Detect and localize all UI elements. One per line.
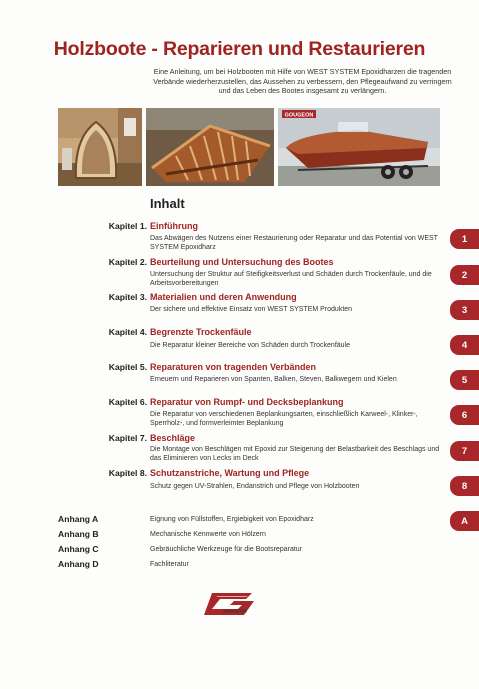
appendix-description: Gebräuchliche Werkzeuge für die Bootsreparatur (150, 546, 303, 553)
appendix-label: Anhang C (58, 544, 99, 554)
intro-text: Eine Anleitung, um bei Holzbooten mit Hilfe von WEST SYSTEM Epoxidharzen die tragenden Verbände wiederherzustellen, das Aussehen zu verbessern, den Pflegeaufwand zu verringern und das Leben des Bootes insgesamt zu verlängern. (153, 67, 452, 96)
chapter-description: Die Reparatur von verschiedenen Beplankungsarten, einschließlich Karweel-, Klinker-, Sperrholz-, und formverleimter Beplankung (150, 411, 418, 428)
chapter-tab[interactable]: 5 (450, 370, 479, 390)
photo-hull-workshop (58, 108, 142, 186)
chapter-tab[interactable]: 6 (450, 405, 479, 425)
chapter-tab[interactable]: 2 (450, 265, 479, 285)
chapter-label: Kapitel 8. (108, 468, 147, 478)
appendix-description: Mechanische Kennwerte von Hölzern (150, 531, 266, 538)
appendix-label: Anhang B (58, 529, 99, 539)
chapter-label: Kapitel 6. (108, 397, 147, 407)
toc-heading: Inhalt (150, 196, 185, 211)
chapter-heading: Reparaturen von tragenden Verbänden (150, 362, 317, 372)
chapter-heading: Schutzanstriche, Wartung und Pflege (150, 468, 310, 478)
chapter-heading: Materialien und deren Anwendung (150, 292, 297, 302)
appendix-label: Anhang A (58, 514, 99, 524)
chapter-description: Schutz gegen UV-Strahlen, Endanstrich und Pflege von Holzbooten (150, 483, 360, 490)
chapter-description: Die Montage von Beschlägen mit Epoxid zur Steigerung der Belastbarkeit des Beschlags und das Eliminieren von Lecks im Deck (150, 446, 440, 463)
chapter-description: Der sichere und effektive Einsatz von WEST SYSTEM Produkten (150, 306, 353, 313)
appendix-tab[interactable]: A (450, 511, 479, 531)
chapter-label: Kapitel 4. (108, 327, 147, 337)
chapter-tab[interactable]: 7 (450, 441, 479, 461)
chapter-label: Kapitel 1. (108, 221, 147, 231)
chapter-description: Das Abwägen des Nutzens einer Restaurierung oder Reparatur und das Potential von WEST SYSTEM Epoxidharz (150, 235, 438, 252)
appendix-label: Anhang D (58, 559, 99, 569)
chapter-label: Kapitel 5. (108, 362, 147, 372)
logo-text: GOUGEON (223, 608, 247, 614)
chapter-heading: Beurteilung und Untersuchung des Bootes (150, 257, 334, 267)
appendix-description: Fachliteratur (150, 561, 189, 568)
chapter-description: Erneuern und Reparieren von Spanten, Balken, Steven, Balkwegern und Kielen (150, 376, 397, 383)
chapter-description: Die Reparatur kleiner Bereiche von Schäden durch Trockenfäule (150, 342, 351, 349)
chapter-tab[interactable]: 3 (450, 300, 479, 320)
chapter-description: Untersuchung der Struktur auf Steifigkeitsverlust und Schäden durch Trockenfäule, und die Arbeitsvorbereitungen (150, 271, 432, 288)
page-title: Holzboote - Reparieren und Restaurieren (53, 38, 426, 60)
chapter-tab[interactable]: 8 (450, 476, 479, 496)
chapter-tab[interactable]: 1 (450, 229, 479, 249)
photo-boat-frames (146, 108, 274, 186)
gougeon-logo (202, 587, 262, 619)
photo-restored-boat-trailer (278, 108, 440, 186)
chapter-heading: Reparatur von Rumpf- und Decksbeplankung (150, 397, 344, 407)
chapter-heading: Beschläge (150, 433, 196, 443)
chapter-label: Kapitel 3. (108, 292, 147, 302)
photo-brand-text: GOUGEON (284, 112, 314, 119)
chapter-tab[interactable]: 4 (450, 335, 479, 355)
chapter-heading: Begrenzte Trockenfäule (150, 327, 252, 337)
chapter-label: Kapitel 2. (108, 257, 147, 267)
chapter-heading: Einführung (150, 221, 198, 231)
appendix-description: Eignung von Füllstoffen, Ergiebigkeit von Epoxidharz (150, 516, 314, 523)
chapter-label: Kapitel 7. (108, 433, 147, 443)
